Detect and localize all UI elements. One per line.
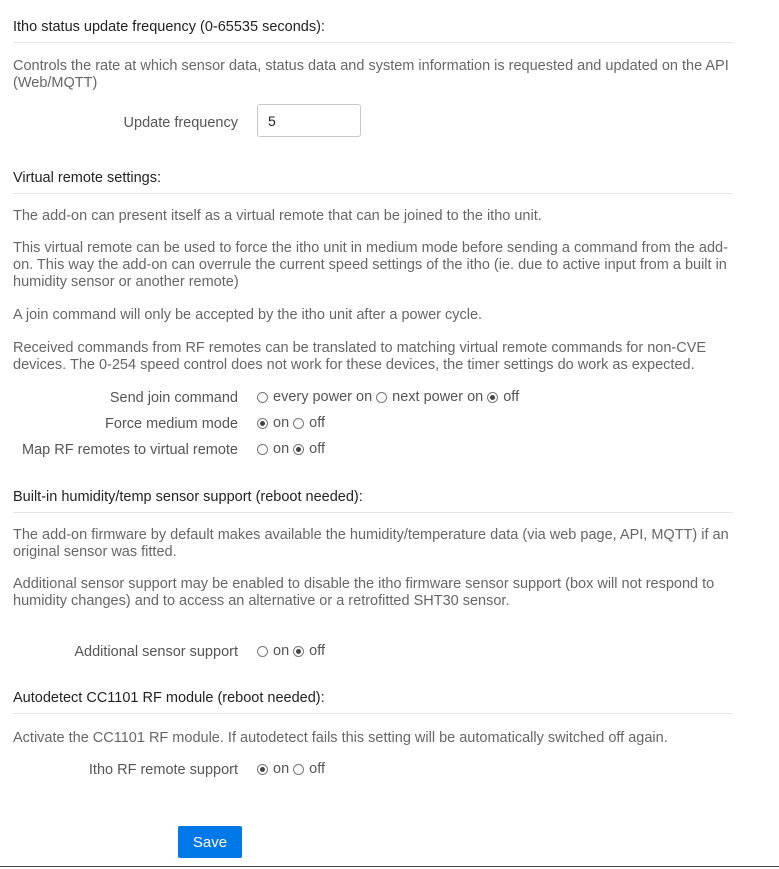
virtual-remote-para-1: The add-on can present itself as a virtual remote that can be joined to the itho unit.	[13, 208, 542, 224]
update-frequency-input[interactable]	[257, 104, 361, 137]
virtual-remote-para-4: Received commands from RF remotes can be translated to matching virtual remote commands for non-CVE devices. The 0-254 speed control does not work for these devices, the timer settings do work as expected.	[13, 340, 707, 373]
force-medium-label: Force medium mode	[105, 416, 238, 432]
sensor-support-title: Built-in humidity/temp sensor support (reboot needed):	[13, 489, 733, 513]
join-next-power-on-text: next power on	[392, 389, 484, 405]
force-medium-off-radio[interactable]	[293, 418, 304, 429]
bottom-divider	[0, 866, 779, 867]
join-command-group	[257, 389, 523, 405]
map-rf-on-option[interactable]	[257, 441, 289, 457]
sensor-para-2: Additional sensor support may be enabled to disable the itho firmware sensor support (box will not respond to humidity changes) and to access an alternative or a retrofitted SHT30 sensor.	[13, 576, 715, 609]
map-rf-off-option[interactable]	[293, 441, 325, 457]
additional-sensor-on-option[interactable]	[257, 643, 289, 659]
save-button[interactable]: Save	[178, 826, 242, 858]
cc1101-desc: Activate the CC1101 RF module. If autodetect fails this setting will be automatically switched off again.	[13, 730, 668, 746]
join-every-power-on-text: every power on	[273, 389, 373, 405]
join-off-text: off	[503, 389, 520, 405]
force-medium-on-text: on	[273, 415, 290, 431]
map-rf-off-radio[interactable]	[293, 444, 304, 455]
force-medium-on-radio[interactable]	[257, 418, 268, 429]
rf-support-label: Itho RF remote support	[88, 762, 238, 778]
join-off-option[interactable]	[487, 389, 519, 405]
rf-support-off-option[interactable]	[293, 761, 325, 777]
rf-support-group	[257, 761, 329, 777]
cc1101-title: Autodetect CC1101 RF module (reboot needed):	[13, 690, 733, 714]
join-next-power-on-option[interactable]	[376, 389, 483, 405]
map-rf-label: Map RF remotes to virtual remote	[22, 442, 238, 458]
map-rf-off-text: off	[309, 441, 325, 457]
additional-sensor-off-radio[interactable]	[293, 646, 304, 657]
force-medium-group	[257, 415, 329, 431]
additional-sensor-on-text: on	[273, 643, 290, 659]
force-medium-off-option[interactable]	[293, 415, 325, 431]
additional-sensor-label: Additional sensor support	[74, 644, 238, 660]
virtual-remote-para-2: This virtual remote can be used to force the itho unit in medium mode before sending a command from the add-on. This way the add-on can overrule the current speed settings of the itho (ie. due to active input from a built in humidity sensor or another remote)	[13, 240, 728, 290]
virtual-remote-title: Virtual remote settings:	[13, 170, 733, 194]
additional-sensor-off-text: off	[309, 643, 325, 659]
rf-support-on-text: on	[273, 761, 290, 777]
additional-sensor-on-radio[interactable]	[257, 646, 268, 657]
map-rf-group	[257, 441, 329, 457]
rf-support-off-text: off	[309, 761, 325, 777]
join-off-radio[interactable]	[487, 392, 498, 403]
status-frequency-title: Itho status update frequency (0-65535 seconds):	[13, 19, 733, 43]
additional-sensor-group	[257, 643, 329, 659]
map-rf-on-text: on	[273, 441, 290, 457]
sensor-para-1: The add-on firmware by default makes available the humidity/temperature data (via web page, API, MQTT) if an original sensor was fitted.	[13, 527, 729, 560]
update-frequency-label: Update frequency	[123, 115, 238, 131]
force-medium-on-option[interactable]	[257, 415, 289, 431]
join-every-power-on-radio[interactable]	[257, 392, 268, 403]
force-medium-off-text: off	[309, 415, 325, 431]
map-rf-on-radio[interactable]	[257, 444, 268, 455]
status-frequency-desc: Controls the rate at which sensor data, status data and system information is requested and updated on the API (Web/MQTT)	[13, 58, 729, 91]
rf-support-on-option[interactable]	[257, 761, 289, 777]
rf-support-on-radio[interactable]	[257, 764, 268, 775]
virtual-remote-para-3: A join command will only be accepted by the itho unit after a power cycle.	[13, 307, 483, 323]
join-next-power-on-radio[interactable]	[376, 392, 387, 403]
rf-support-off-radio[interactable]	[293, 764, 304, 775]
join-every-power-on-option[interactable]	[257, 389, 372, 405]
join-command-label: Send join command	[109, 390, 238, 406]
additional-sensor-off-option[interactable]	[293, 643, 325, 659]
